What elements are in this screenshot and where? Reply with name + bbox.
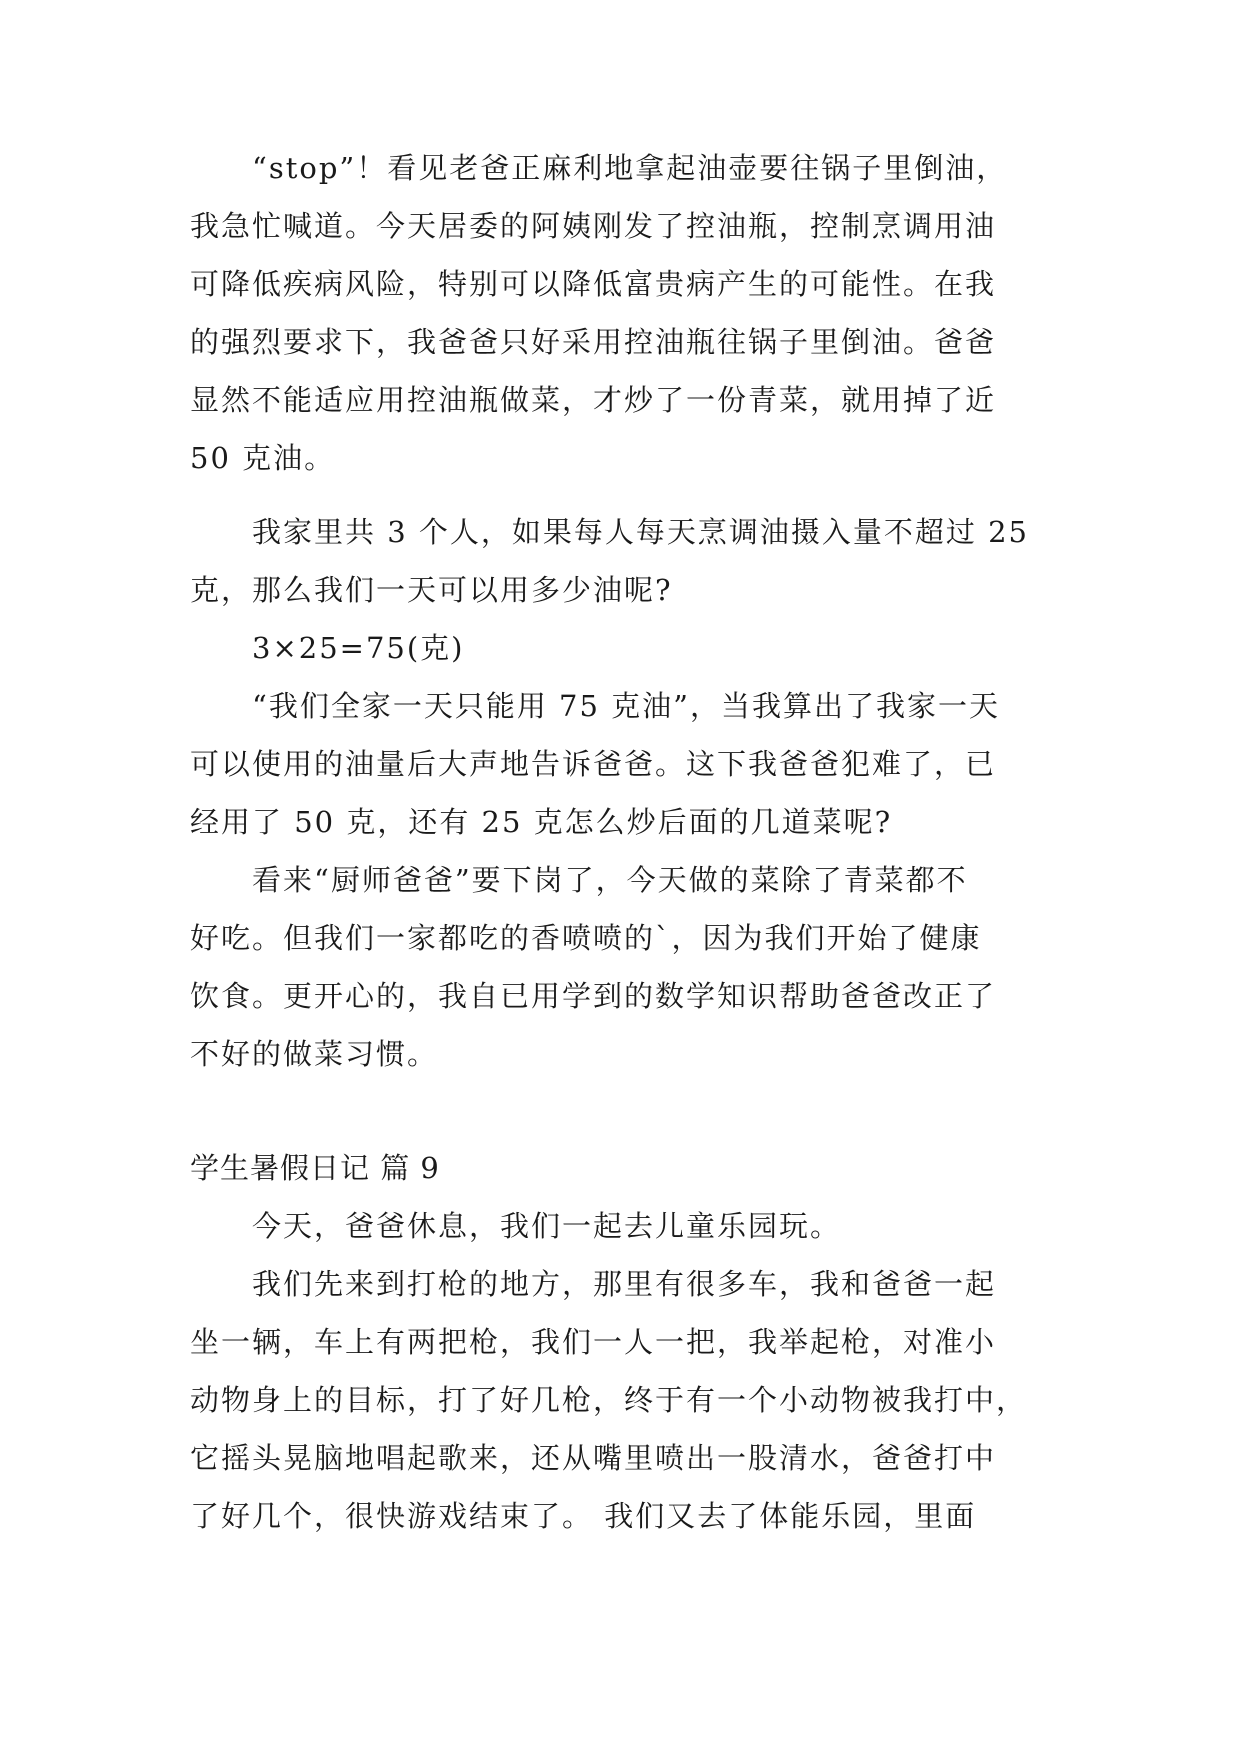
text-line: 可以使用的油量后大声地告诉爸爸。这下我爸爸犯难了，已	[190, 747, 997, 781]
text-line: 动物身上的目标，打了好几枪，终于有一个小动物被我打中，	[190, 1383, 1028, 1417]
text-line: “stop”！看见老爸正麻利地拿起油壶要往锅子里倒油，	[252, 151, 1008, 185]
text-line: 显然不能适应用控油瓶做菜，才炒了一份青菜，就用掉了近	[190, 383, 997, 417]
text-line: 好吃。但我们一家都吃的香喷喷的`，因为我们开始了健康	[190, 921, 982, 955]
section-title: 学生暑假日记 篇 9	[190, 1151, 440, 1185]
text-line: 可降低疾病风险，特别可以降低富贵病产生的可能性。在我	[190, 267, 997, 301]
text-line: 我急忙喊道。今天居委的阿姨刚发了控油瓶，控制烹调用油	[190, 209, 997, 243]
text-line: 的强烈要求下，我爸爸只好采用控油瓶往锅子里倒油。爸爸	[190, 325, 997, 359]
text-line: 了好几个，很快游戏结束了。 我们又去了体能乐园，里面	[190, 1499, 977, 1533]
text-line: 坐一辆，车上有两把枪，我们一人一把，我举起枪，对准小	[190, 1325, 997, 1359]
text-line: 它摇头晃脑地唱起歌来，还从嘴里喷出一股清水，爸爸打中	[190, 1441, 997, 1475]
text-line: “我们全家一天只能用 75 克油”，当我算出了我家一天	[252, 689, 1000, 723]
text-line: 我们先来到打枪的地方，那里有很多车，我和爸爸一起	[252, 1267, 997, 1301]
text-line: 饮食。更开心的，我自已用学到的数学知识帮助爸爸改正了	[190, 979, 997, 1013]
text-line: 50 克油。	[190, 441, 336, 475]
calculation-line: 3×25=75(克)	[252, 631, 465, 665]
text-line: 不好的做菜习惯。	[190, 1037, 439, 1071]
text-line: 克，那么我们一天可以用多少油呢?	[190, 573, 673, 607]
text-line: 今天，爸爸休息，我们一起去儿童乐园玩。	[252, 1209, 842, 1243]
text-line: 看来“厨师爸爸”要下岗了，今天做的菜除了青菜都不	[252, 863, 968, 897]
text-line: 经用了 50 克，还有 25 克怎么炒后面的几道菜呢?	[190, 805, 893, 839]
text-line: 我家里共 3 个人，如果每人每天烹调油摄入量不超过 25	[252, 515, 1030, 549]
